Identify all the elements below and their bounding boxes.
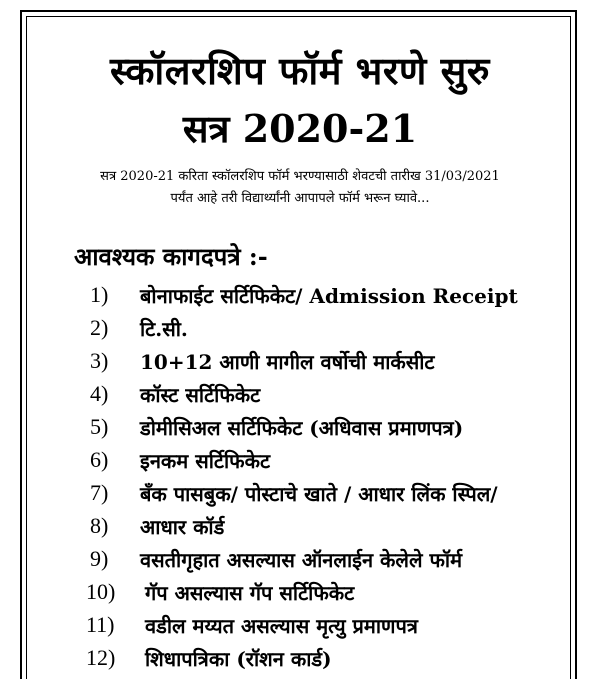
required-documents-heading: आवश्यक कागदपत्रे :- xyxy=(74,242,268,271)
list-item xyxy=(0,346,600,379)
list-item xyxy=(0,478,600,511)
deadline-notice xyxy=(60,166,540,210)
list-item xyxy=(0,511,600,544)
notice-line-2: पर्यंत आहे तरी विद्यार्थ्यांनी आपापले फॉर्म भरून घ्यावे... xyxy=(170,191,430,206)
list-item-number: 8) xyxy=(90,513,109,538)
list-item-number: 6) xyxy=(90,447,109,472)
page-title: स्कॉलरशिप फॉर्म भरणे सुरु xyxy=(109,48,491,93)
list-item xyxy=(0,280,600,313)
list-item-number: 10) xyxy=(86,579,116,604)
list-item-number: 1) xyxy=(90,282,109,307)
list-item-text: कॉस्ट सर्टिफिकेट xyxy=(140,383,261,407)
list-item-text: बँक पासबुक/ पोस्टाचे खाते / आधार लिंक स्पिल/ xyxy=(140,482,498,506)
list-item-number: 5) xyxy=(90,414,109,439)
list-item-text: आधार कॉर्ड xyxy=(140,515,225,539)
session-subtitle: सत्र 2020-21 xyxy=(182,106,418,151)
list-item xyxy=(0,610,600,643)
list-item xyxy=(0,379,600,412)
list-item xyxy=(0,643,600,676)
list-item-number: 11) xyxy=(86,612,115,637)
list-item-text: टि.सी. xyxy=(140,317,188,341)
notice-line-1: सत्र 2020-21 करिता स्कॉलरशिप फॉर्म भरण्यासाठी शेवटची तारीख 31/03/2021 xyxy=(100,169,500,184)
list-item xyxy=(0,313,600,346)
list-item-text: डोमीसिअल सर्टिफिकेट (अधिवास प्रमाणपत्र) xyxy=(140,416,464,440)
list-item xyxy=(0,544,600,577)
list-item-number: 9) xyxy=(90,546,109,571)
list-item xyxy=(0,577,600,610)
list-item-number: 2) xyxy=(90,315,109,340)
list-item-text: वडील मय्यत असल्यास मृत्यु प्रमाणपत्र xyxy=(145,614,418,638)
list-item xyxy=(0,445,600,478)
list-item-text: गॅप असल्यास गॅप सर्टिफिकेट xyxy=(145,581,355,605)
list-item-text: शिधापत्रिका (रॉशन कार्ड) xyxy=(145,647,332,671)
required-documents-list xyxy=(0,280,600,676)
list-item xyxy=(0,412,600,445)
list-item-number: 3) xyxy=(90,348,109,373)
list-item-text: बोनाफाईट सर्टिफिकेट/ Admission Receipt xyxy=(140,284,518,308)
list-item-text: वसतीगृहात असल्यास ऑनलाईन केलेले फॉर्म xyxy=(140,548,463,572)
list-item-number: 12) xyxy=(86,645,116,670)
list-item-number: 4) xyxy=(90,381,109,406)
list-item-number: 7) xyxy=(90,480,109,505)
list-item-text: 10+12 आणी मागील वर्षोची मार्कसीट xyxy=(140,350,435,374)
list-item-text: इनकम सर्टिफिकेट xyxy=(140,449,271,473)
